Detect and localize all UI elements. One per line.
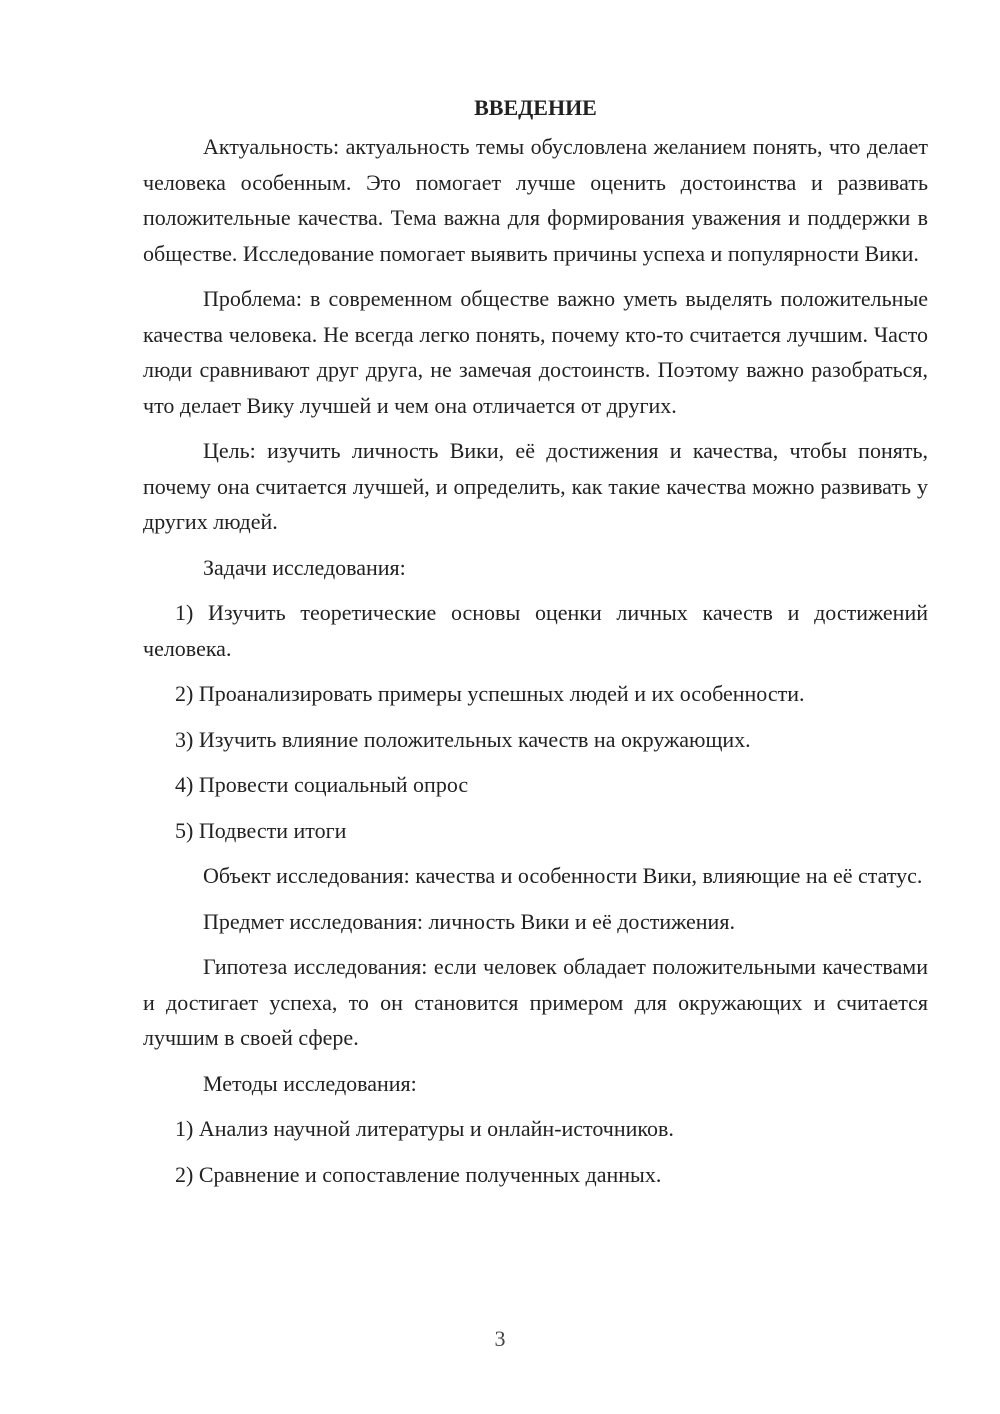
tasks-title: Задачи исследования: (203, 554, 406, 580)
task-item-4: 4) Провести социальный опрос (175, 772, 469, 797)
method-item-2: 2) Сравнение и сопоставление полученных данных. (175, 1161, 662, 1187)
paragraph-object: Объект исследования: качества и особенности Вики, влияющие на её статус. (203, 863, 923, 888)
paragraph-relevance: Актуальность: актуальность темы обусловлена желанием понять, что делает человека особенным. Это помогает лучше оценить достоинства и развивать положительные качества. Тема важна для формирования уважения и поддержки в обществе. Исследование помогает выявить причины успеха и популярности Вики. (143, 134, 928, 266)
methods-title: Методы исследования: (203, 1070, 417, 1096)
paragraph-subject: Предмет исследования: личность Вики и её достижения. (203, 908, 735, 934)
document-page (143, 90, 928, 1202)
paragraph-hypothesis: Гипотеза исследования: если человек обладает положительными качествами и достигает успеха, то он становится примером для окружающих и считается лучшим в своей сфере. (143, 954, 928, 1050)
page-number: 3 (494, 1326, 506, 1351)
task-item-3: 3) Изучить влияние положительных качеств на окружающих. (175, 726, 751, 752)
paragraph-goal: Цель: изучить личность Вики, её достижения и качества, чтобы понять, почему она считается лучшей, и определить, как такие качества можно развивать у других людей. (143, 438, 928, 534)
method-item-1: 1) Анализ научной литературы и онлайн-источников. (175, 1116, 674, 1141)
task-item-2: 2) Проанализировать примеры успешных людей и их особенности. (175, 681, 805, 706)
page-title: ВВЕДЕНИЕ (474, 95, 597, 120)
paragraph-problem: Проблема: в современном обществе важно уметь выделять положительные качества человека. Не всегда легко понять, почему кто-то считается лучшим. Часто люди сравнивают друг друга, не замечая достоинств. Поэтому важно разобраться, что делает Вику лучшей и чем она отличается от других. (143, 286, 928, 418)
task-item-5: 5) Подвести итоги (175, 817, 347, 843)
task-item-1: 1) Изучить теоретические основы оценки личных качеств и достижений человека. (143, 600, 928, 661)
